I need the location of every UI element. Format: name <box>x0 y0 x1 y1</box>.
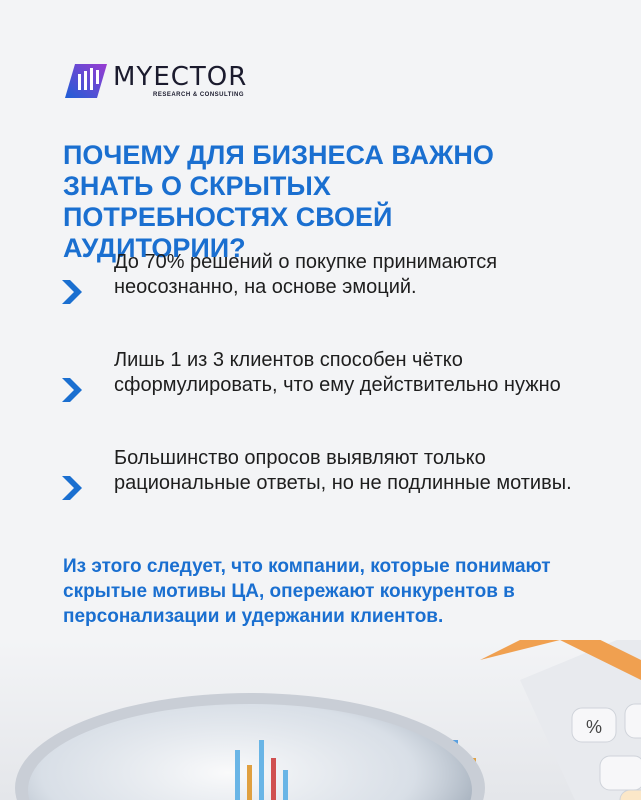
brand-name: MYECTOR <box>113 62 248 92</box>
headline: ПОЧЕМУ ДЛЯ БИЗНЕСА ВАЖНО ЗНАТЬ О СКРЫТЫХ ПОТРЕБНОСТЯХ СВОЕЙ АУДИТОРИИ? <box>63 140 494 263</box>
chevron-right-icon <box>60 278 84 306</box>
point-text: Большинство опросов выявляют только рациональные ответы, но не подлинные мотивы. <box>114 447 572 494</box>
point-item <box>60 250 600 348</box>
point-text: До 70% решений о покупке принимаются неосознанно, на основе эмоций. <box>114 251 498 298</box>
conclusion-text: Из этого следует, что компании, которые понимают скрытые мотивы ЦА, опережают конкурентов в персонализации и удержании клиентов. <box>63 556 551 627</box>
percent-key-label: % <box>585 717 603 737</box>
magnifier-calculator-photo <box>0 640 641 800</box>
chevron-right-icon <box>60 376 84 404</box>
point-item <box>60 348 600 446</box>
points-list <box>60 250 600 544</box>
point-item <box>60 446 600 544</box>
point-text: Лишь 1 из 3 клиентов способен чётко сформулировать, что ему действительно нужно <box>114 349 561 396</box>
chevron-right-icon <box>60 474 84 502</box>
logo-icon <box>63 62 107 100</box>
brand-logo <box>63 62 247 100</box>
brand-tagline: RESEARCH & CONSULTING <box>153 92 245 98</box>
